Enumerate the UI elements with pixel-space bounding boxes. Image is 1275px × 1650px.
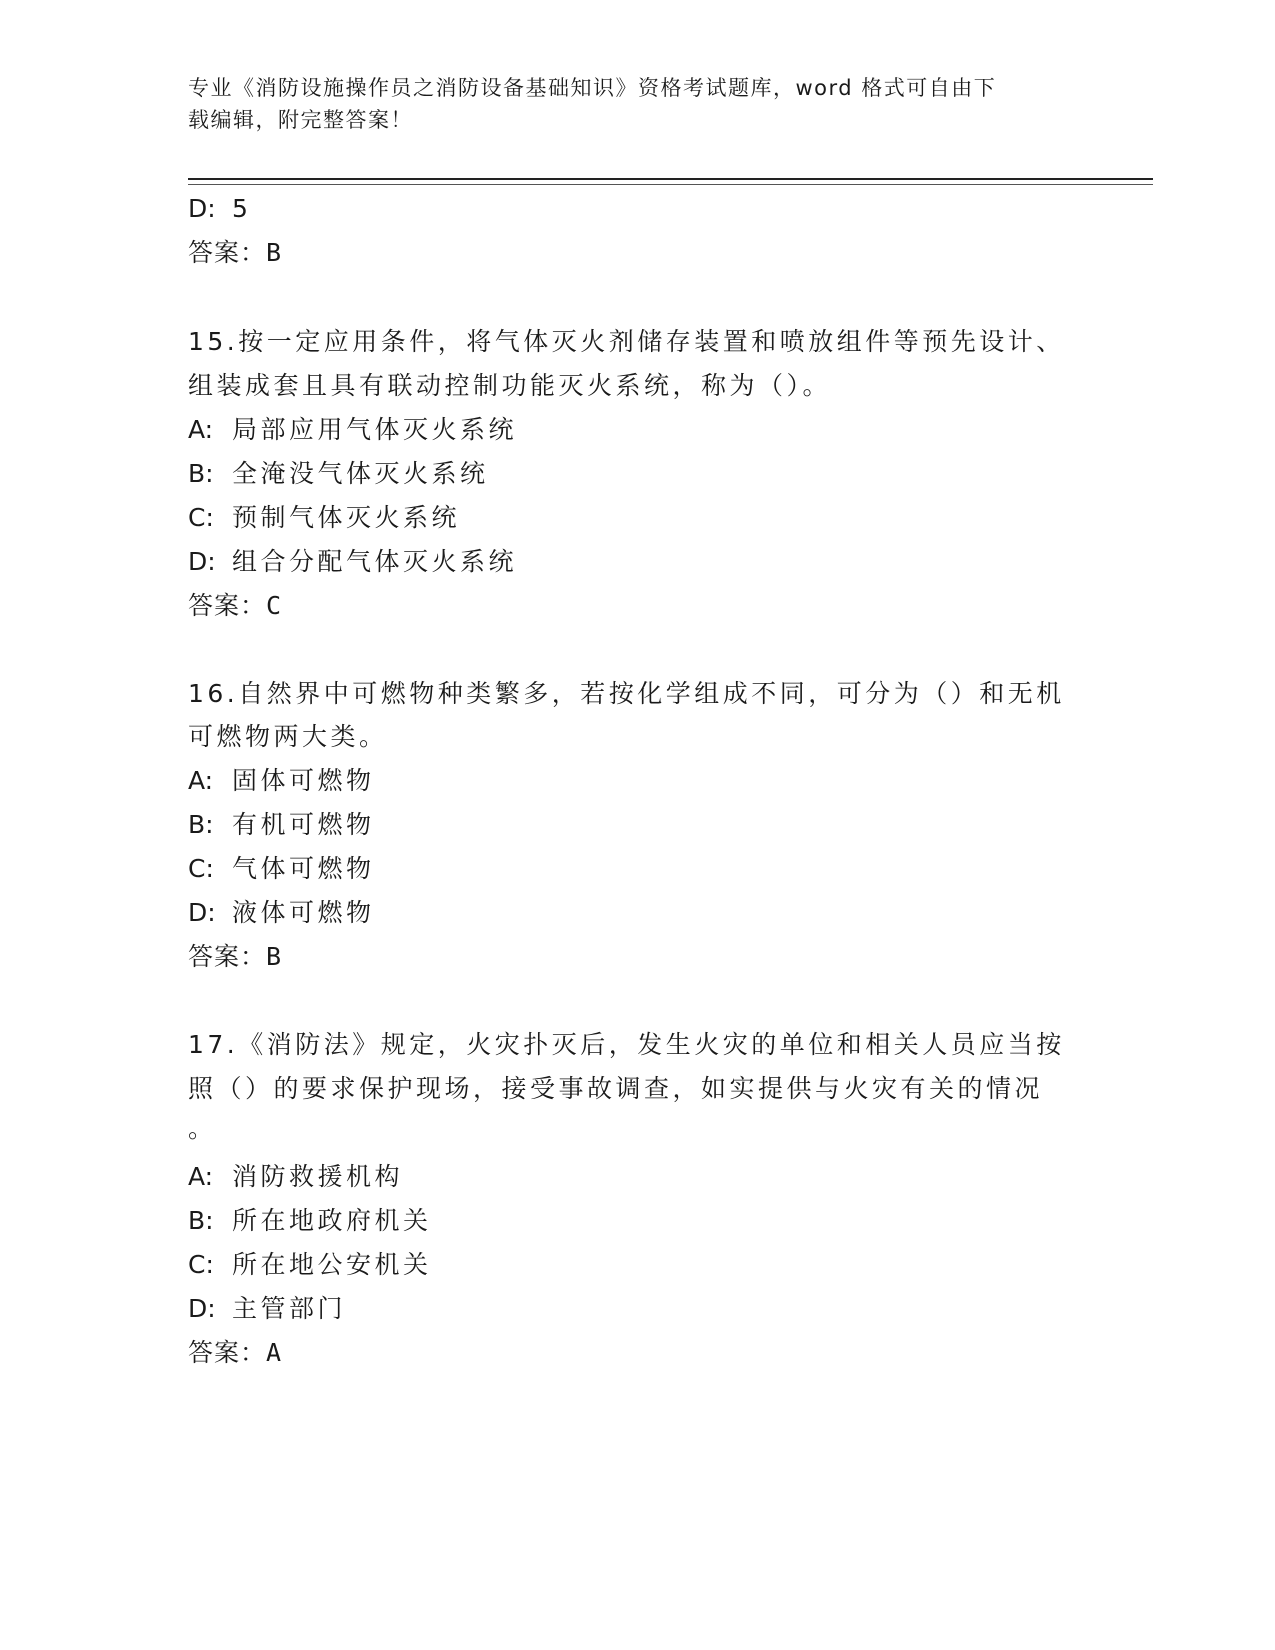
- option-b: [188, 457, 489, 491]
- option-text: 所在地公安机关: [232, 1250, 432, 1279]
- option-letter: B:: [188, 810, 214, 839]
- question-stem-line: 。: [188, 1114, 217, 1143]
- option-letter: C:: [188, 1250, 214, 1279]
- answer-label: 答案：: [188, 1338, 267, 1367]
- option-letter: A:: [188, 1162, 214, 1191]
- option-text: 预制气体灭火系统: [232, 503, 461, 532]
- document-header: [188, 72, 1088, 136]
- answer-line: [188, 589, 282, 623]
- option-text: 主管部门: [232, 1294, 347, 1323]
- question-stem-line: 可燃物两大类。: [188, 722, 388, 751]
- header-divider-thin: [188, 184, 1153, 185]
- answer-value: B: [266, 942, 283, 971]
- option-d: [188, 896, 375, 930]
- answer-label: 答案：: [188, 591, 267, 620]
- option-text: 固体可燃物: [232, 766, 375, 795]
- option-letter: D:: [188, 898, 216, 927]
- answer-value: B: [266, 238, 283, 267]
- option-letter: D:: [188, 1294, 216, 1323]
- question-stem-line: 15.按一定应用条件，将气体灭火剂储存装置和喷放组件等预先设计、: [188, 327, 1065, 356]
- question-stem-line: 17.《消防法》规定，火灾扑灭后，发生火灾的单位和相关人员应当按: [188, 1030, 1065, 1059]
- answer-value: A: [266, 1338, 283, 1367]
- option-d: [188, 192, 251, 226]
- option-letter: D:: [188, 547, 216, 576]
- answer-label: 答案：: [188, 942, 267, 971]
- option-text: 气体可燃物: [232, 854, 375, 883]
- option-text: 局部应用气体灭火系统: [232, 415, 518, 444]
- option-letter: B:: [188, 459, 214, 488]
- option-c: [188, 501, 460, 535]
- option-letter: C:: [188, 854, 214, 883]
- header-line-2: 载编辑，附完整答案！: [188, 108, 413, 132]
- option-text: 所在地政府机关: [232, 1206, 432, 1235]
- option-letter: D:: [188, 194, 216, 223]
- option-text: 液体可燃物: [232, 898, 375, 927]
- option-b: [188, 1204, 432, 1238]
- answer-line: [188, 236, 282, 270]
- answer-label: 答案：: [188, 238, 267, 267]
- question-stem-line: 照（）的要求保护现场，接受事故调查，如实提供与火灾有关的情况: [188, 1074, 1044, 1103]
- header-divider: [188, 178, 1153, 180]
- option-a: [188, 1160, 403, 1194]
- option-letter: A:: [188, 415, 214, 444]
- answer-line: [188, 1336, 282, 1370]
- question-stem-line: 组装成套且具有联动控制功能灭火系统，称为（）。: [188, 371, 832, 400]
- option-d: [188, 545, 517, 579]
- option-letter: A:: [188, 766, 214, 795]
- option-a: [188, 413, 517, 447]
- option-letter: C:: [188, 503, 214, 532]
- option-text: 5: [232, 194, 252, 223]
- option-text: 全淹没气体灭火系统: [232, 459, 489, 488]
- option-text: 消防救援机构: [232, 1162, 404, 1191]
- answer-value: C: [266, 591, 283, 620]
- option-c: [188, 852, 375, 886]
- header-line-1: 专业《消防设施操作员之消防设备基础知识》资格考试题库，word 格式可自由下: [188, 76, 997, 100]
- answer-line: [188, 940, 282, 974]
- option-b: [188, 808, 375, 842]
- option-letter: B:: [188, 1206, 214, 1235]
- option-text: 组合分配气体灭火系统: [232, 547, 518, 576]
- option-a: [188, 764, 375, 798]
- question-stem-line: 16.自然界中可燃物种类繁多，若按化学组成不同，可分为（）和无机: [188, 679, 1065, 708]
- option-d: [188, 1292, 346, 1326]
- option-text: 有机可燃物: [232, 810, 375, 839]
- option-c: [188, 1248, 432, 1282]
